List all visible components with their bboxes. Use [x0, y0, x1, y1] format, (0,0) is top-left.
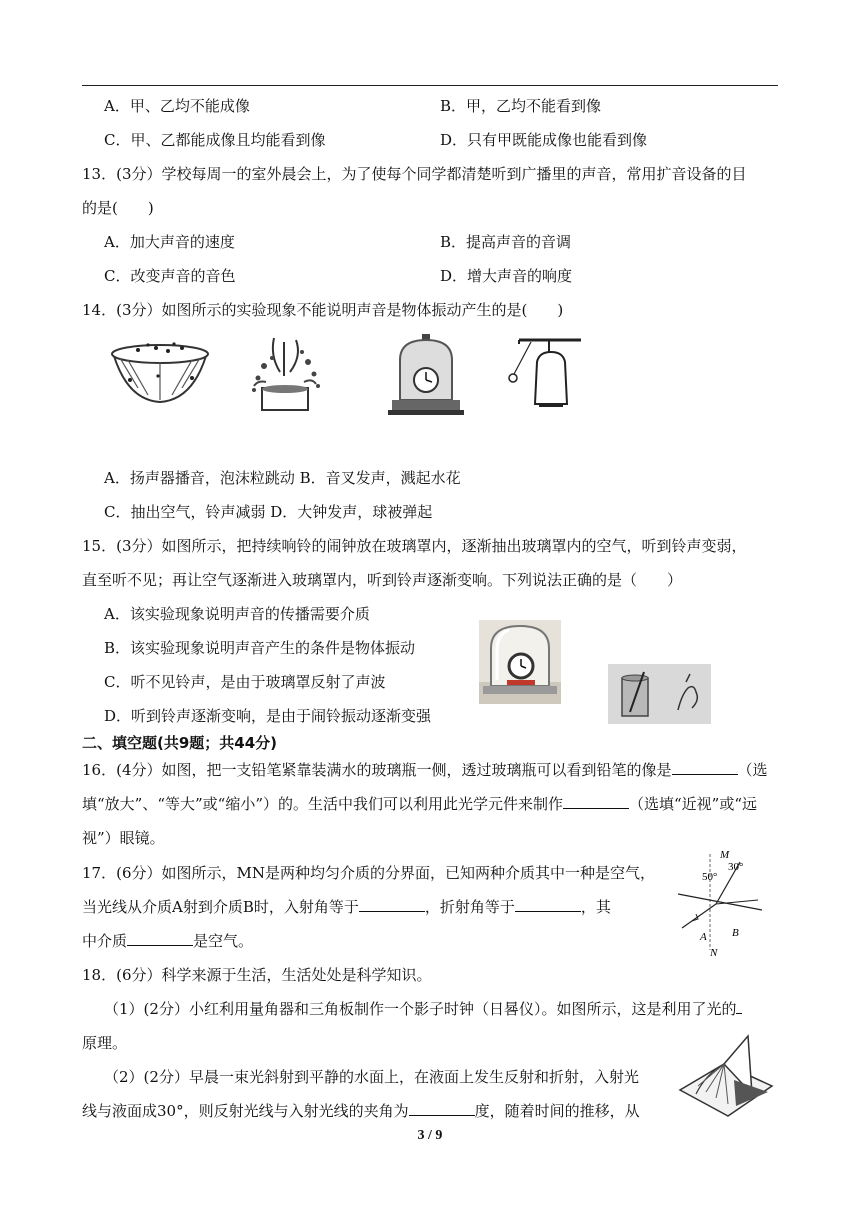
q13-option-c: C．改变声音的音色 [104, 267, 236, 285]
q18-part1-cont: 原理。 [82, 1034, 128, 1052]
q17-text-3b: 是空气。 [193, 932, 254, 950]
q16-line-2 [82, 793, 757, 814]
q16-text-2a: 填“放大”、“等大”或“缩小”）的。生活中我们可以利用此光学元件来制作 [82, 795, 564, 813]
q18-part2-cont [82, 1100, 640, 1121]
tuning-fork-splash-figure [244, 336, 326, 416]
label-b: B [732, 927, 739, 939]
q18-part2: （2）(2分）早晨一束光斜射到平静的水面上，在液面上发生反射和折射，入射光 [104, 1068, 639, 1086]
pencil-glass-bottle-figure [608, 664, 711, 724]
q18-text-2b: 线与液面成30°，则反射光线与入射光线的夹角为 [82, 1102, 409, 1120]
q13-option-a: A．加大声音的速度 [104, 233, 235, 251]
q14-options-cd: C．抽出空气，铃声减弱 D．大钟发声，球被弹起 [104, 503, 433, 521]
q16-text-2b: （选填“近视”或“远 [629, 795, 758, 813]
answer-blank[interactable] [672, 760, 738, 775]
answer-blank[interactable] [127, 931, 193, 946]
section-heading: 二、填空题(共9题；共44分) [82, 734, 278, 752]
q12-option-b: B．甲，乙均不能看到像 [440, 97, 602, 115]
q17-line-3 [82, 930, 253, 951]
speaker-foam-figure [108, 340, 212, 412]
q16-line-1 [82, 759, 768, 780]
q16-line-3: 视”）眼镜。 [82, 829, 165, 847]
label-m: M [720, 849, 730, 861]
q15-option-b: B．该实验现象说明声音产生的条件是物体振动 [104, 639, 416, 657]
q17-line-1: 17．(6分）如图所示，MN是两种均匀介质的分界面，已知两种介质其中一种是空气， [82, 864, 655, 882]
q15-option-d: D．听到铃声逐渐变响，是由于闹铃振动逐渐变强 [104, 707, 432, 725]
header-rule [82, 85, 778, 86]
q16-text-1b: （选 [737, 761, 768, 779]
answer-blank[interactable] [515, 897, 581, 912]
sundial-figure [676, 1034, 774, 1118]
q13-option-d: D．增大声音的响度 [440, 267, 573, 285]
angle-50: 50° [702, 871, 718, 883]
answer-blank[interactable] [359, 897, 425, 912]
q16-text-1a: 16．(4分）如图，把一支铅笔紧靠装满水的玻璃瓶一侧，透过玻璃瓶可以看到铅笔的像是 [82, 761, 672, 779]
q14-options-ab: A．扬声器播音，泡沫粒跳动 B．音叉发声，溅起水花 [104, 469, 461, 487]
q18-stem: 18．(6分）科学来源于生活，生活处处是科学知识。 [82, 966, 432, 984]
q15-stem: 15．(3分）如图所示，把持续响铃的闹钟放在玻璃罩内，逐渐抽出玻璃罩内的空气，听到铃声变弱， [82, 537, 747, 555]
q13-option-b: B．提高声音的音调 [440, 233, 572, 251]
page-number: 3 / 9 [417, 1128, 443, 1143]
q12-option-a: A．甲、乙均不能成像 [104, 97, 250, 115]
q15-option-c: C．听不见铃声，是由于玻璃罩反射了声波 [104, 673, 386, 691]
q15-stem-cont: 直至听不见；再让空气逐渐进入玻璃罩内，听到铃声逐渐变响。下列说法正确的是（ ） [82, 571, 683, 589]
q14-stem: 14．(3分）如图所示的实验现象不能说明声音是物体振动产生的是( ) [82, 301, 564, 319]
answer-blank[interactable] [736, 999, 742, 1014]
answer-blank[interactable] [563, 794, 629, 809]
label-n: N [710, 947, 718, 958]
q17-text-2c: ，其 [580, 898, 611, 916]
q12-option-d: D．只有甲既能成像也能看到像 [440, 131, 648, 149]
alarm-clock-bell-jar-photo [479, 620, 561, 704]
q17-text-2b: ，折射角等于 [424, 898, 515, 916]
q18-part1 [104, 998, 742, 1019]
q18-text-2c: 度，随着时间的推移，从 [474, 1102, 640, 1120]
refraction-diagram [676, 848, 764, 958]
label-a: A [700, 931, 707, 943]
angle-30: 30° [728, 861, 744, 873]
bell-jar-clock-figure [388, 334, 464, 418]
q18-text-1a: （1）(2分）小红利用量角器和三角板制作一个影子时钟（日晷仪）。如图所示，这是利用了光的 [104, 1000, 737, 1018]
q13-stem: 13．(3分）学校每周一的室外晨会上，为了使每个同学都清楚听到广播里的声音，常用扩音设备的目 [82, 165, 747, 183]
q12-option-c: C．甲、乙都能成像且均能看到像 [104, 131, 326, 149]
answer-blank[interactable] [409, 1101, 475, 1116]
q13-stem-cont: 的是( ) [82, 199, 154, 217]
q17-text-2a: 当光线从介质A射到介质B时，入射角等于 [82, 898, 359, 916]
q17-line-2 [82, 896, 611, 917]
q17-text-3a: 中介质 [82, 932, 128, 950]
q15-option-a: A．该实验现象说明声音的传播需要介质 [104, 605, 370, 623]
bell-ball-figure [505, 334, 583, 414]
